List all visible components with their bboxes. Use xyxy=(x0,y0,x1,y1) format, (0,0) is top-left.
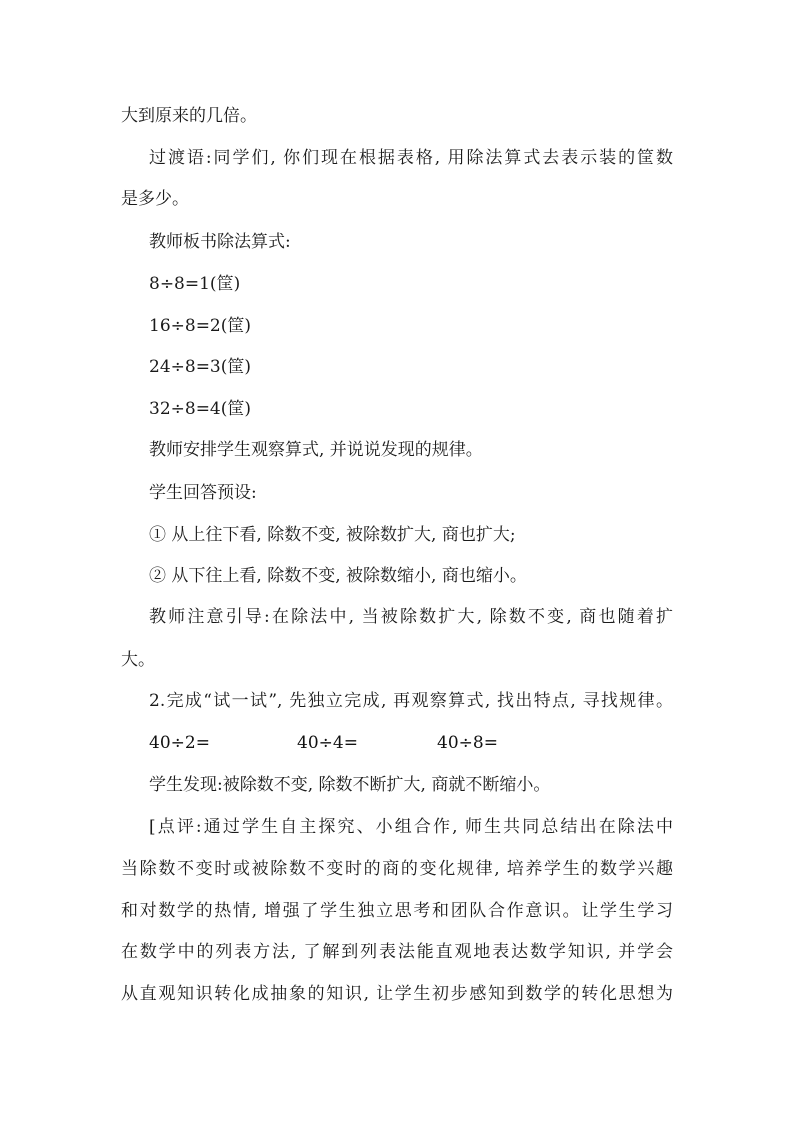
paragraph-line: 学生回答预设: xyxy=(149,483,257,503)
paragraph-line: 教师注意引导:在除法中, 当被除数扩大, 除数不变, 商也随着扩 xyxy=(149,607,673,627)
paragraph-line: 学生发现:被除数不变, 除数不断扩大, 商就不断缩小。 xyxy=(149,775,551,795)
formula-line: 8÷8=1(筐) xyxy=(149,274,241,294)
paragraph-line: 教师安排学生观察算式, 并说说发现的规律。 xyxy=(149,440,483,460)
paragraph-line: 大到原来的几倍。 xyxy=(121,106,257,126)
formula-line: 16÷8=2(筐) xyxy=(149,316,252,336)
comment-line: [点评:通过学生自主探究、小组合作, 师生共同总结出在除法中 xyxy=(149,817,673,837)
exercise-expression: 40÷2= xyxy=(149,733,210,753)
list-item: ② 从下往上看, 除数不变, 被除数缩小, 商也缩小。 xyxy=(149,566,527,586)
exercise-expression: 40÷8= xyxy=(437,733,498,753)
formula-line: 32÷8=4(筐) xyxy=(149,399,252,419)
comment-line: 和对数学的热情, 增强了学生独立思考和团队合作意识。让学生学习 xyxy=(121,901,673,921)
paragraph-line: 过渡语:同学们, 你们现在根据表格, 用除法算式去表示装的筐数 xyxy=(149,148,673,168)
paragraph-line: 是多少。 xyxy=(121,189,189,209)
formula-line: 24÷8=3(筐) xyxy=(149,357,252,377)
paragraph-line: 大。 xyxy=(121,650,155,670)
comment-line: 当除数不变时或被除数不变时的商的变化规律, 培养学生的数学兴趣 xyxy=(121,859,673,879)
list-item: ① 从上往下看, 除数不变, 被除数扩大, 商也扩大; xyxy=(149,525,516,545)
comment-line: 在数学中的列表方法, 了解到列表法能直观地表达数学知识, 并学会 xyxy=(121,942,673,962)
exercise-expression: 40÷4= xyxy=(297,733,358,753)
comment-line: 从直观知识转化成抽象的知识, 让学生初步感知到数学的转化思想为 xyxy=(121,984,673,1004)
paragraph-line: 教师板书除法算式: xyxy=(149,232,291,252)
paragraph-line: 2.完成“试一试”, 先独立完成, 再观察算式, 找出特点, 寻找规律。 xyxy=(149,691,673,711)
